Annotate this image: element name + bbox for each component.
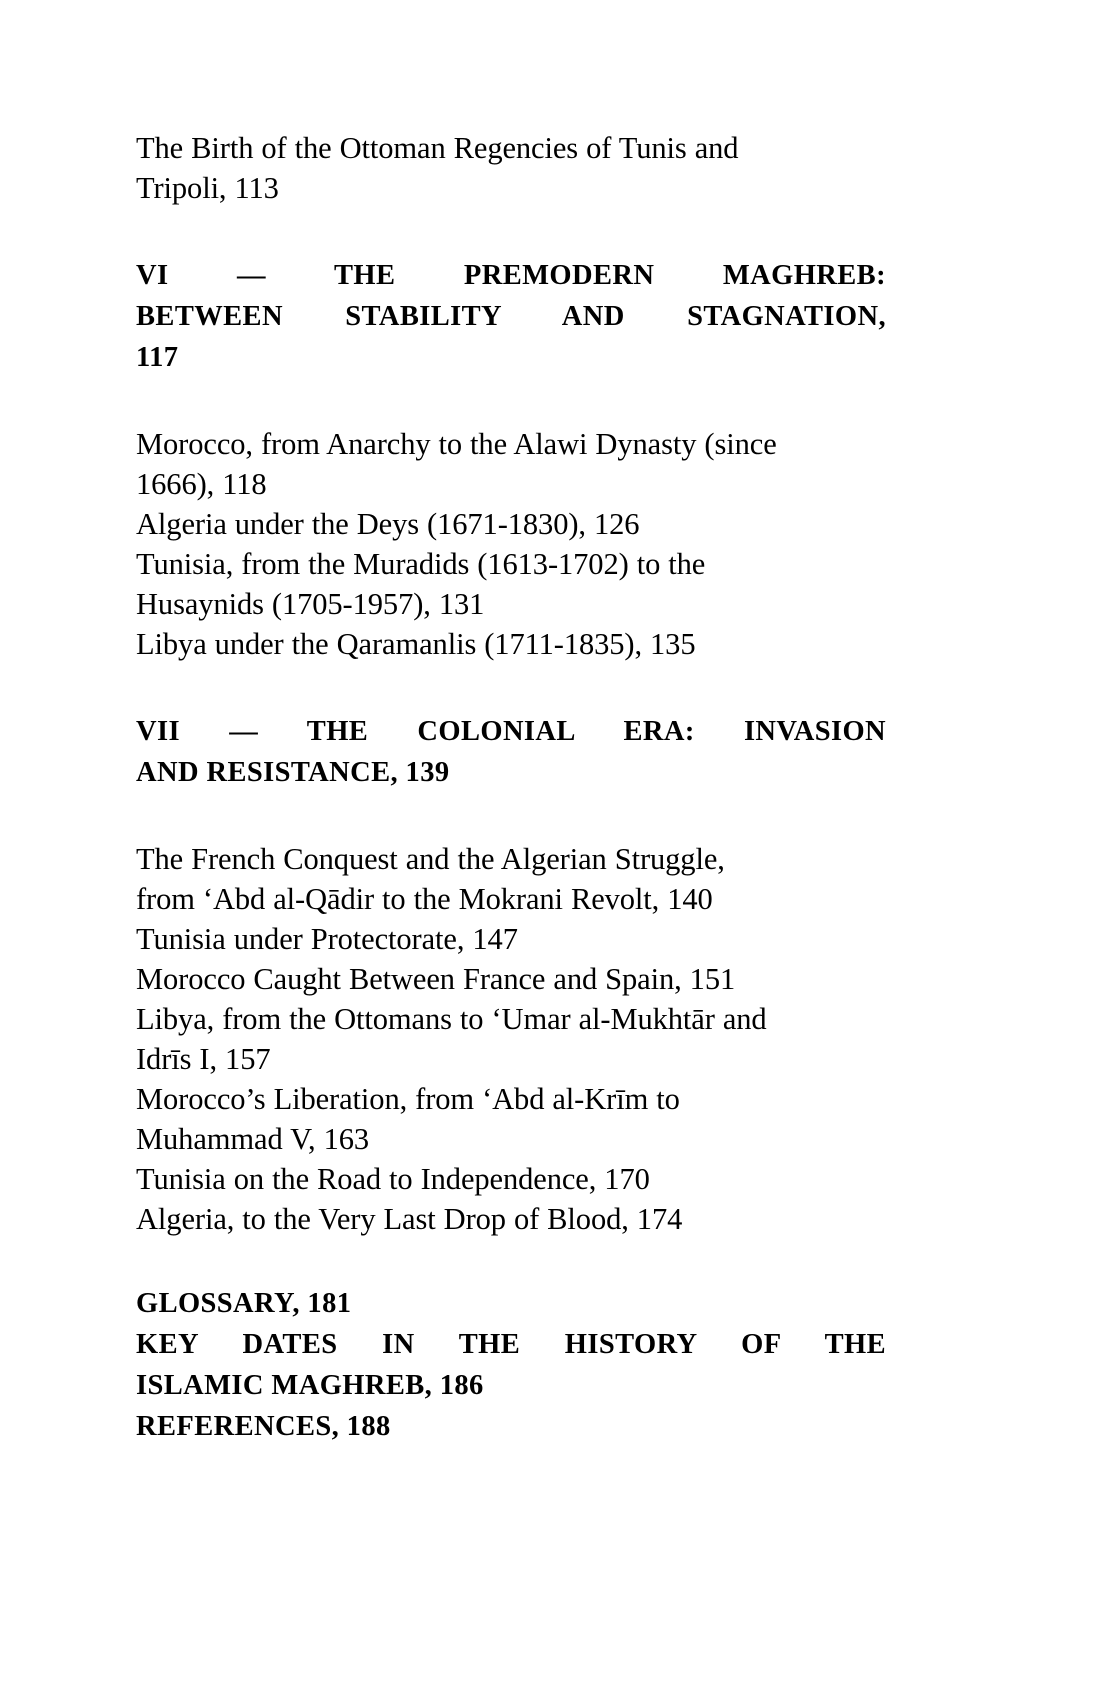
toc-entry-line: Algeria under the Deys (1671-1830), 126	[136, 507, 640, 541]
toc-entry-line: The French Conquest and the Algerian Struggle,	[136, 842, 725, 876]
toc-entry	[136, 1199, 886, 1239]
toc-entry	[136, 128, 886, 208]
toc-entry-line: Morocco Caught Between France and Spain, 151	[136, 962, 736, 996]
toc-entry	[136, 544, 886, 624]
chapter-heading-line: BETWEEN STABILITY AND STAGNATION,	[136, 301, 886, 332]
toc-entry-line: Morocco, from Anarchy to the Alawi Dynasty (since	[136, 427, 777, 461]
chapter-heading-line: 117	[136, 342, 179, 373]
toc-entry	[136, 959, 886, 999]
toc-entry	[136, 504, 886, 544]
toc-entry-line: Husaynids (1705-1957), 131	[136, 587, 485, 621]
spacer	[136, 378, 886, 424]
toc-entry	[136, 624, 886, 664]
toc-entry-line: Idrīs I, 157	[136, 1042, 271, 1076]
toc-entry-line: The Birth of the Ottoman Regencies of Tunis and	[136, 131, 739, 165]
back-matter-glossary	[136, 1283, 886, 1324]
toc-entry	[136, 919, 886, 959]
spacer	[136, 793, 886, 839]
toc-entry-line: 1666), 118	[136, 467, 267, 501]
toc-entry	[136, 1159, 886, 1199]
chapter-heading-line: AND RESISTANCE, 139	[136, 757, 450, 788]
back-matter-line: ISLAMIC MAGHREB, 186	[136, 1370, 484, 1401]
toc-entry-line: from ʻAbd al-Qādir to the Mokrani Revolt, 140	[136, 882, 713, 916]
back-matter-line: REFERENCES, 188	[136, 1411, 391, 1442]
chapter-heading-line: VI — THE PREMODERN MAGHREB:	[136, 260, 886, 291]
toc-entry	[136, 999, 886, 1079]
toc-entry-line: Libya, from the Ottomans to ʻUmar al-Mukhtār and	[136, 1002, 767, 1036]
chapter-heading-vi	[136, 255, 886, 378]
chapter-heading-line: VII — THE COLONIAL ERA: INVASION	[136, 716, 886, 747]
toc-entry	[136, 839, 886, 919]
toc-entry	[136, 424, 886, 504]
toc-entry-line: Muhammad V, 163	[136, 1122, 370, 1156]
back-matter-line: KEY DATES IN THE HISTORY OF THE	[136, 1329, 886, 1360]
toc-entry-line: Tunisia on the Road to Independence, 170	[136, 1162, 650, 1196]
toc-entry-line: Tripoli, 113	[136, 171, 279, 205]
spacer	[136, 664, 886, 711]
toc-page	[136, 128, 886, 1447]
spacer	[136, 208, 886, 255]
toc-entry-line: Libya under the Qaramanlis (1711-1835), 135	[136, 627, 696, 661]
toc-entry	[136, 1079, 886, 1159]
toc-entry-line: Tunisia, from the Muradids (1613-1702) to the	[136, 547, 706, 581]
back-matter-line: GLOSSARY, 181	[136, 1288, 352, 1319]
back-matter-references	[136, 1406, 886, 1447]
toc-entry-line: Algeria, to the Very Last Drop of Blood, 174	[136, 1202, 683, 1236]
back-matter-key-dates	[136, 1324, 886, 1406]
spacer	[136, 1239, 886, 1283]
toc-entry-line: Tunisia under Protectorate, 147	[136, 922, 518, 956]
chapter-heading-vii	[136, 711, 886, 793]
toc-entry-line: Morocco’s Liberation, from ʻAbd al-Krīm to	[136, 1082, 680, 1116]
